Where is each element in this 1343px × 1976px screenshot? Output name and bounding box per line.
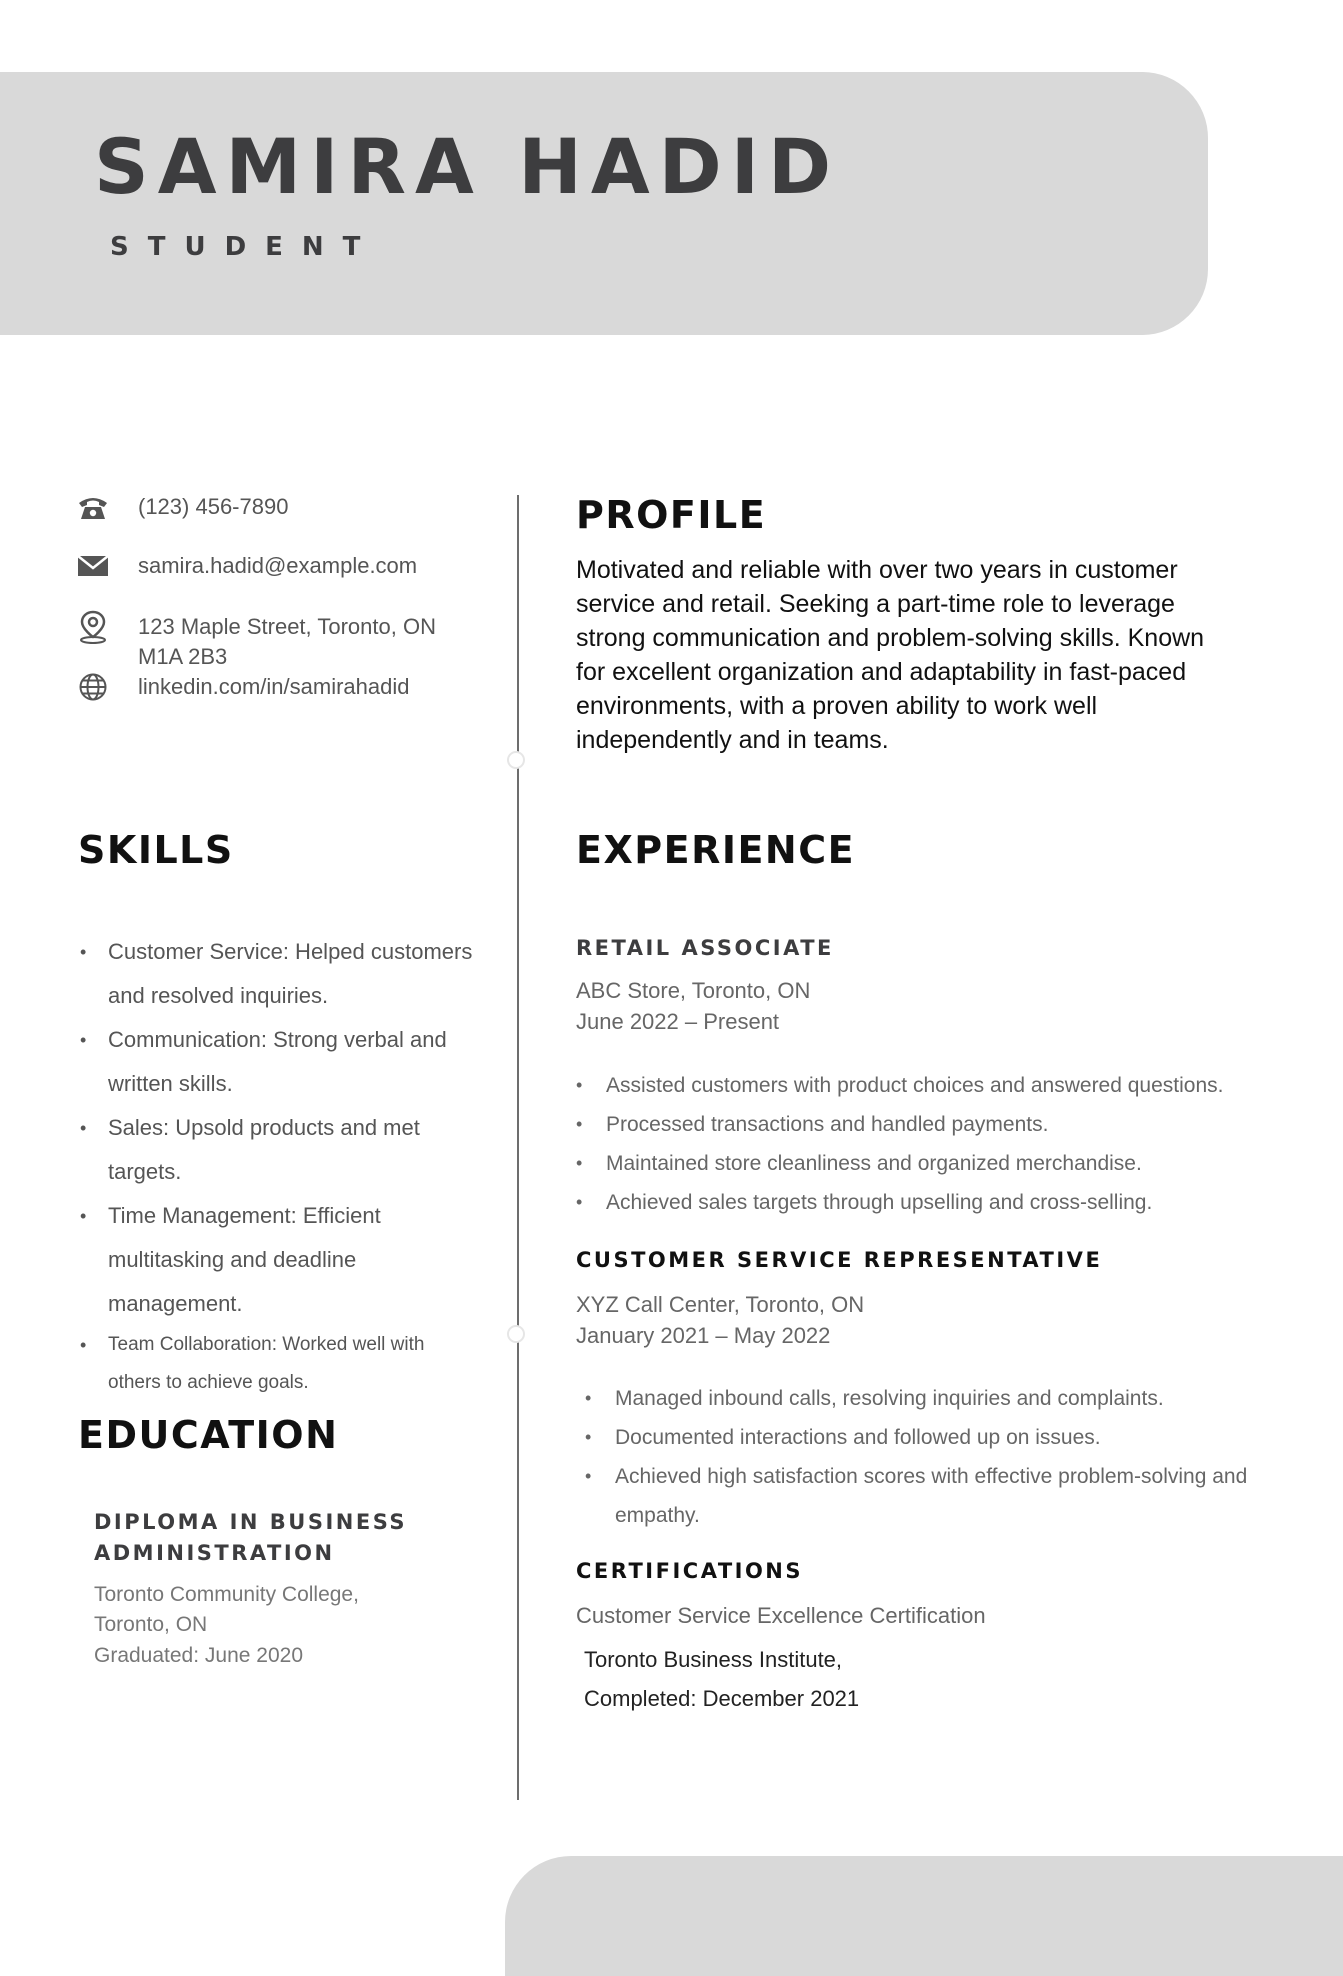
- footer-band: [505, 1856, 1343, 1976]
- job-title: CUSTOMER SERVICE REPRESENTATIVE: [576, 1248, 1103, 1272]
- job-duties-list: [585, 1379, 1275, 1535]
- job-company: XYZ Call Center, Toronto, ON: [576, 1292, 865, 1317]
- globe-icon: [76, 672, 110, 702]
- contact-phone: [76, 492, 288, 522]
- street-address: 123 Maple Street, Toronto, ON M1A 2B3: [138, 614, 436, 669]
- phone-icon: [76, 492, 110, 522]
- skill-item: • Customer Service: Helped customers and resolved inquiries.: [80, 930, 480, 1018]
- job-dates: January 2021 – May 2022: [576, 1323, 831, 1348]
- profile-heading: PROFILE: [576, 493, 767, 537]
- divider-node: [507, 751, 525, 769]
- skill-item: • Sales: Upsold products and met targets.: [80, 1106, 480, 1194]
- skill-item: • Communication: Strong verbal and written skills.: [80, 1018, 480, 1106]
- job-title: RETAIL ASSOCIATE: [576, 936, 834, 960]
- job-duty: • Managed inbound calls, resolving inquiries and complaints.: [585, 1379, 1275, 1418]
- education-degree: DIPLOMA IN BUSINESS ADMINISTRATION: [94, 1510, 408, 1565]
- job-company: ABC Store, Toronto, ON: [576, 978, 811, 1003]
- contact-linkedin: [76, 672, 409, 702]
- certifications-heading: CERTIFICATIONS: [576, 1559, 804, 1583]
- experience-heading: EXPERIENCE: [576, 828, 856, 872]
- contact-address: [76, 612, 436, 672]
- skills-list: [80, 930, 480, 1402]
- candidate-name: SAMIRA HADID: [94, 122, 841, 211]
- job-duty: • Achieved sales targets through upselling and cross-selling.: [576, 1183, 1296, 1222]
- candidate-role: STUDENT: [110, 232, 380, 262]
- certification-name: Customer Service Excellence Certification: [576, 1603, 986, 1628]
- education-school: Toronto Community College,: [94, 1583, 359, 1606]
- location-pin-icon: [76, 612, 110, 642]
- contact-email: [76, 551, 417, 581]
- education-graduated: Graduated: June 2020: [94, 1644, 303, 1667]
- skill-item: • Time Management: Efficient multitasking and deadline management.: [80, 1194, 480, 1326]
- certification-completed: Completed: December 2021: [584, 1686, 860, 1711]
- job-duties-list: [576, 1066, 1296, 1222]
- job-dates: June 2022 – Present: [576, 1009, 780, 1034]
- education-heading: EDUCATION: [78, 1413, 339, 1457]
- phone-number: (123) 456-7890: [138, 494, 289, 519]
- certification-institute: Toronto Business Institute,: [584, 1647, 843, 1672]
- divider-node: [507, 1325, 525, 1343]
- skills-heading: SKILLS: [78, 828, 234, 872]
- job-duty: • Processed transactions and handled payments.: [576, 1105, 1296, 1144]
- profile-summary: Motivated and reliable with over two years in customer service and retail. Seeking a part-time role to leverage strong communication and problem-solving skills. Known for excellent organization and adaptability in fast-paced environments, with a proven ability to work well independently and in teams.: [576, 556, 1205, 754]
- linkedin-url[interactable]: linkedin.com/in/samirahadid: [138, 674, 410, 699]
- job-duty: • Documented interactions and followed up on issues.: [585, 1418, 1275, 1457]
- column-divider: [517, 495, 519, 1800]
- education-location: Toronto, ON: [94, 1613, 208, 1636]
- job-duty: • Assisted customers with product choices and answered questions.: [576, 1066, 1296, 1105]
- skill-item: • Team Collaboration: Worked well with others to achieve goals.: [80, 1326, 480, 1402]
- job-duty: • Achieved high satisfaction scores with effective problem-solving and empathy.: [585, 1457, 1275, 1535]
- job-duty: • Maintained store cleanliness and organized merchandise.: [576, 1144, 1296, 1183]
- mail-icon: [76, 551, 110, 581]
- email-address[interactable]: samira.hadid@example.com: [138, 553, 418, 578]
